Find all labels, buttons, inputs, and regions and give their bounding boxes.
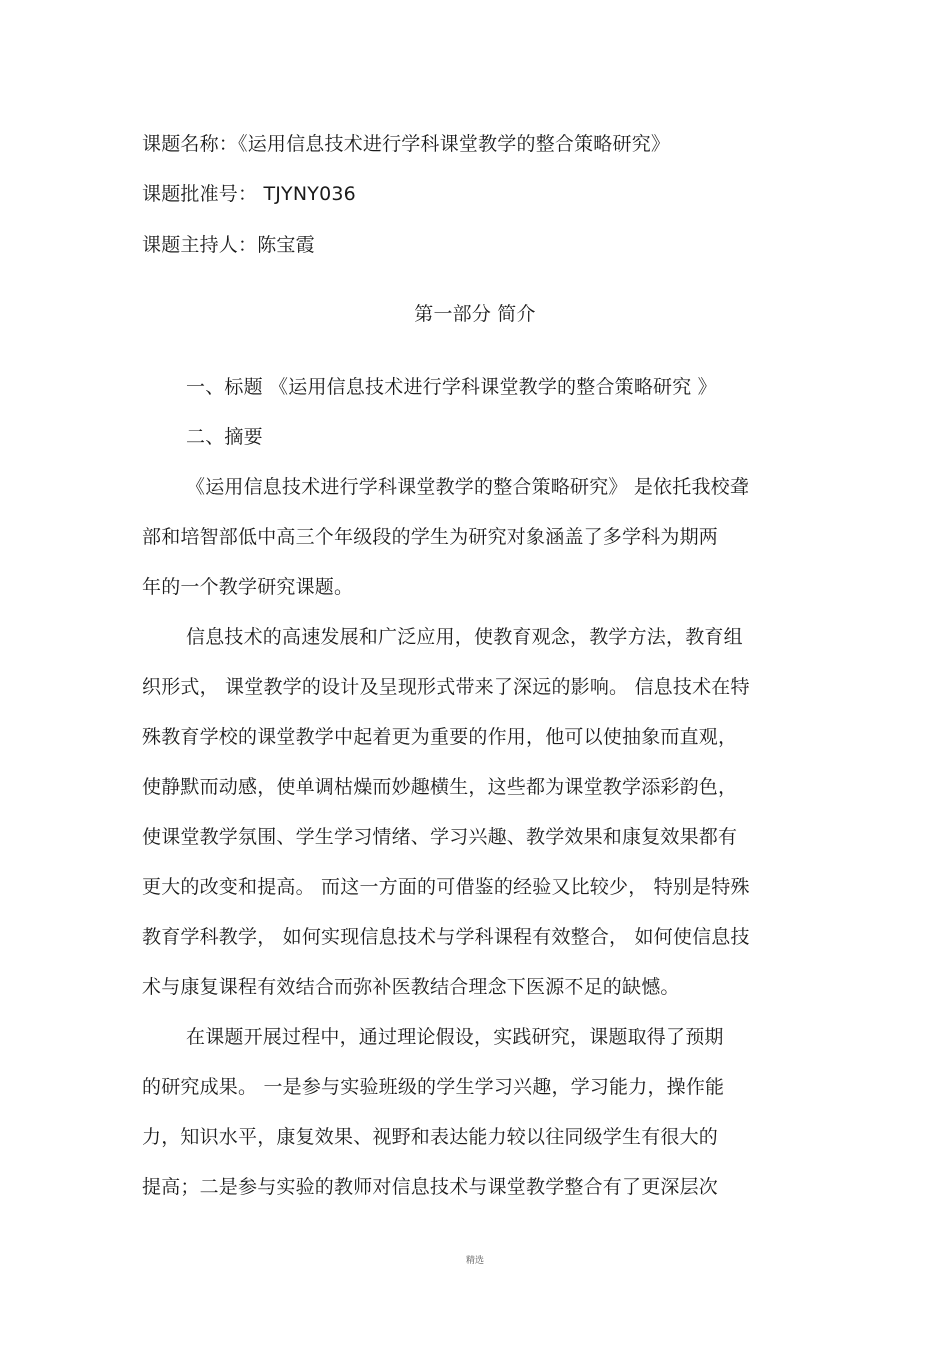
paragraph-line: 年的一个教学研究课题。 [142,576,354,598]
paragraph-line: 提高；二是参与实验的教师对信息技术与课堂教学整合有了更深层次 [142,1176,719,1198]
paragraph-line: 《运用信息技术进行学科课堂教学的整合策略研究》 是依托我校聋 [186,476,750,498]
paragraph-line: 织形式， 课堂教学的设计及呈现形式带来了深远的影响。 信息技术在特 [142,676,750,698]
paragraph-line: 信息技术的高速发展和广泛应用，使教育观念，教学方法，教育组 [186,626,743,648]
page-footer: 精选 [465,1256,484,1266]
paragraph-line: 力，知识水平，康复效果、视野和表达能力较以往同级学生有很大的 [142,1126,719,1148]
item-abstract-heading: 二、摘要 [186,426,263,448]
paragraph-line: 教育学科教学， 如何实现信息技术与学科课程有效整合， 如何使信息技 [142,926,750,948]
paragraph-line: 使静默而动感，使单调枯燥而妙趣横生，这些都为课堂教学添彩韵色， [142,776,738,798]
paragraph-line: 更大的改变和提高。 而这一方面的可借鉴的经验又比较少， 特别是特殊 [142,876,750,898]
item-title-heading: 一、标题 《运用信息技术进行学科课堂教学的整合策略研究 》 [186,376,717,398]
paragraph-line: 殊教育学校的课堂教学中起着更为重要的作用，他可以使抽象而直观， [142,726,738,748]
section-heading: 第一部分 简介 [414,303,536,325]
paragraph-line: 使课堂教学氛围、学生学习情绪、学习兴趣、教学效果和康复效果都有 [142,826,738,848]
paragraph-line: 在课题开展过程中，通过理论假设，实践研究，课题取得了预期 [186,1026,724,1048]
paragraph-line: 部和培智部低中高三个年级段的学生为研究对象涵盖了多学科为期两 [142,526,719,548]
paragraph-line: 术与康复课程有效结合而弥补医教结合理念下医源不足的缺憾。 [142,976,680,998]
project-title-line: 课题名称：《运用信息技术进行学科课堂教学的整合策略研究》 [142,133,671,155]
approval-number-line: 课题批准号： TJYNY036 [142,183,356,205]
paragraph-line: 的研究成果。 一是参与实验班级的学生学习兴趣，学习能力，操作能 [142,1076,725,1098]
project-host-line: 课题主持人：陈宝霞 [142,234,315,256]
